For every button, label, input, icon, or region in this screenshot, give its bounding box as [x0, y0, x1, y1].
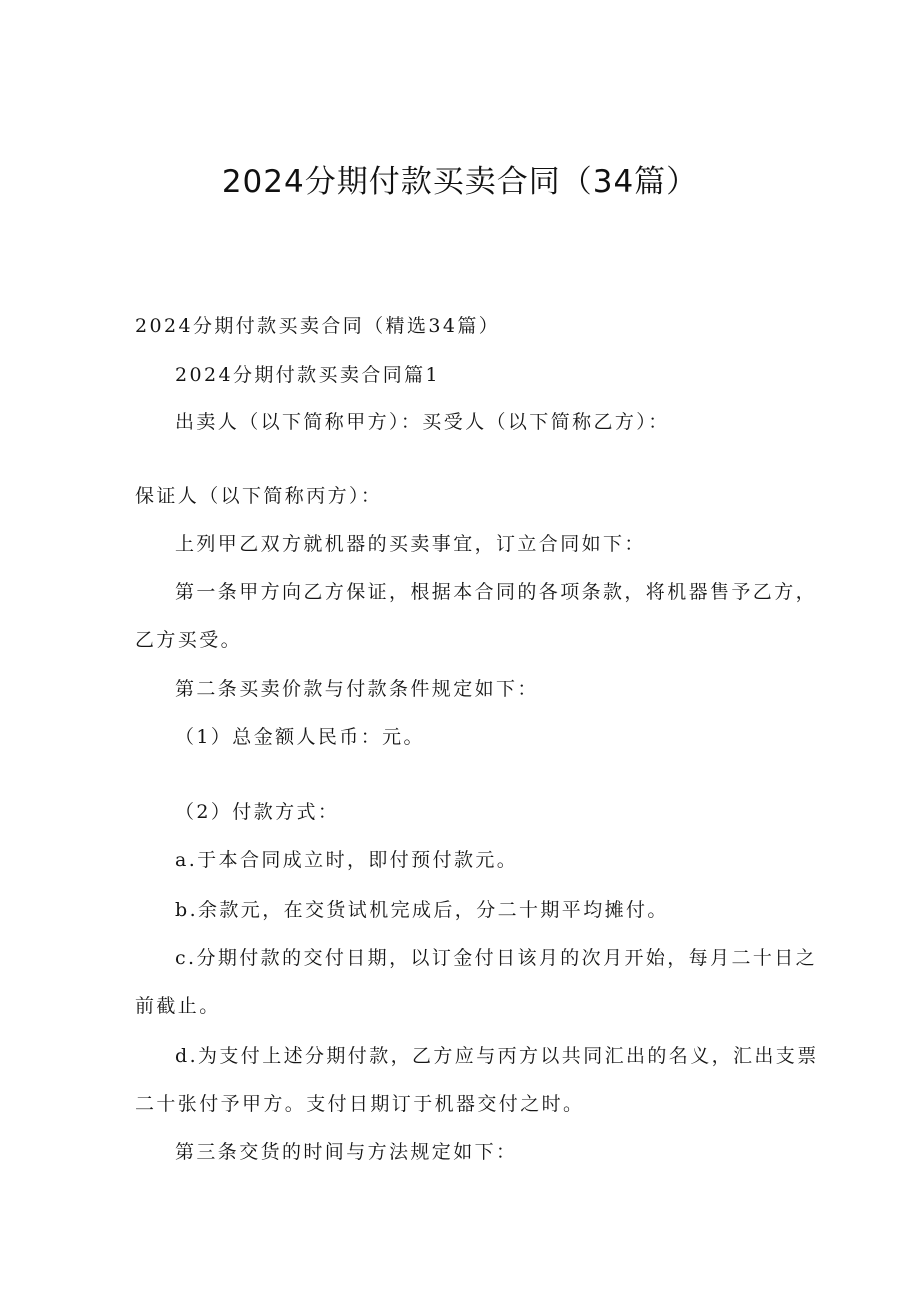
paragraph-item-b: b.余款元，在交货试机完成后，分二十期平均摊付。 — [175, 899, 669, 921]
paragraph-item-c-line2: 前截止。 — [135, 995, 221, 1017]
paragraph-article2: 第二条买卖价款与付款条件规定如下： — [175, 678, 539, 700]
document-title: 2024分期付款买卖合同（34篇） — [221, 164, 699, 200]
paragraph-item-a: a.于本合同成立时，即付预付款元。 — [175, 849, 519, 871]
paragraph-seller-buyer: 出卖人（以下简称甲方）：买受人（以下简称乙方）： — [175, 411, 670, 433]
paragraph-article1-line1: 第一条甲方向乙方保证，根据本合同的各项条款，将机器售予乙方， — [175, 581, 818, 603]
paragraph-item-c-line1: c.分期付款的交付日期，以订金付日该月的次月开始，每月二十日之 — [175, 947, 818, 969]
paragraph-intro: 上列甲乙双方就机器的买卖事宜，订立合同如下： — [175, 533, 646, 555]
paragraph-item-d-line2: 二十张付予甲方。支付日期订于机器交付之时。 — [135, 1093, 585, 1115]
paragraph-item2: （2）付款方式： — [175, 801, 340, 823]
paragraph-item-d-line1: d.为支付上述分期付款，乙方应与丙方以共同汇出的名义，汇出支票 — [175, 1045, 819, 1067]
paragraph-article3: 第三条交货的时间与方法规定如下： — [175, 1141, 518, 1163]
document-subtitle: 2024分期付款买卖合同（精选34篇） — [135, 315, 501, 337]
paragraph-item1: （1）总金额人民币：元。 — [175, 726, 425, 748]
section-heading: 2024分期付款买卖合同篇1 — [175, 364, 441, 386]
paragraph-guarantor: 保证人（以下简称丙方）： — [135, 485, 383, 507]
paragraph-article1-line2: 乙方买受。 — [135, 629, 243, 651]
